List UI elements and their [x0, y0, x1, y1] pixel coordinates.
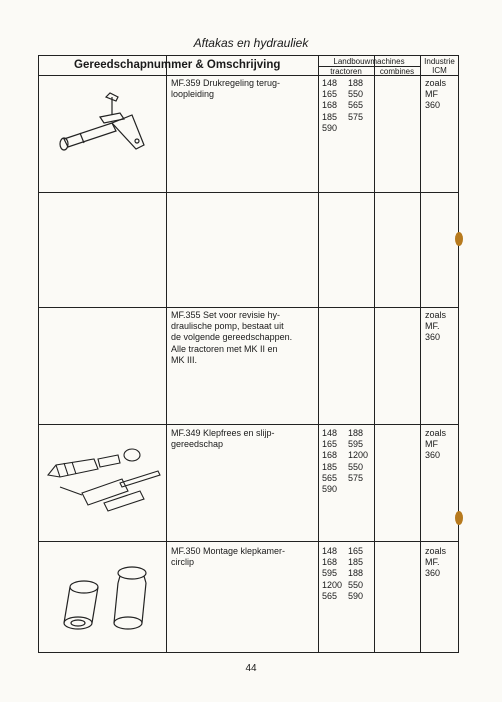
entry-5-description: MF.350 Montage klepkamer- circlip	[171, 546, 286, 568]
group-header-landbouwmachines: Landbouwmachines	[333, 57, 405, 66]
industry-header-line1: Industrie	[424, 57, 455, 66]
list-item: 565 575	[322, 472, 364, 483]
entry-1-tractor-numbers	[322, 78, 363, 134]
entry-5-tractor-numbers	[322, 546, 363, 602]
valve-cutter-tool-icon	[42, 443, 164, 517]
list-item: 565 590	[322, 590, 364, 601]
list-item: 595 188	[322, 568, 364, 579]
entry-5-industry: zoals MF. 360	[425, 546, 447, 579]
entry-3-industry: zoals MF. 360	[425, 310, 447, 343]
subheader-tractoren: tractoren	[330, 67, 362, 76]
column-title: Gereedschapnummer & Omschrijving	[74, 59, 281, 71]
entry-3-description: MF.355 Set voor revisie hy- draulische pomp, bestaat uit de volgende gereedschappen. Alle tractoren met MK II en MK III.	[171, 310, 293, 365]
industry-header-line2: ICM	[432, 66, 447, 75]
entry-1-description: MF.359 Drukregeling terug- loopleiding	[171, 78, 281, 100]
subheader-combines: combines	[379, 67, 415, 76]
entry-4-description: MF.349 Klepfrees en slijp- gereedschap	[171, 428, 275, 450]
list-item: 168 185	[322, 557, 364, 568]
list-item: 1200 550	[322, 579, 364, 590]
page-number: 44	[245, 663, 257, 674]
list-item: 148 188	[322, 78, 364, 88]
entry-4-industry: zoals MF 360	[425, 428, 447, 461]
row-separator-3	[38, 424, 459, 425]
tools-table	[38, 55, 459, 653]
list-item: 165 595	[322, 439, 364, 450]
punch-hole-mark	[455, 511, 463, 525]
list-item: 185 575	[322, 111, 364, 122]
list-item: 185 550	[322, 461, 364, 472]
divider-tractors	[318, 55, 319, 653]
list-item: 148 188	[322, 428, 364, 438]
industry-header	[420, 57, 459, 75]
row-separator-4	[38, 541, 459, 542]
list-item: 590	[322, 484, 338, 495]
divider-description	[166, 55, 167, 653]
list-item: 148 165	[322, 546, 364, 556]
list-item: 165 550	[322, 89, 364, 100]
pressure-regulator-tool-icon	[50, 89, 160, 169]
list-item: 168 565	[322, 100, 364, 111]
circlip-sleeves-icon	[54, 561, 160, 641]
entry-1-industry: zoals MF 360	[425, 78, 447, 111]
page-header-title: Aftakas en hydrauliek	[193, 36, 309, 50]
row-separator-1	[38, 192, 459, 193]
punch-hole-mark	[455, 232, 463, 246]
divider-industry	[420, 55, 421, 653]
list-item: 168 1200	[322, 450, 369, 461]
entry-4-tractor-numbers	[322, 428, 368, 495]
list-item: 590	[322, 122, 338, 133]
divider-combines	[374, 55, 375, 653]
row-separator-2	[38, 307, 459, 308]
